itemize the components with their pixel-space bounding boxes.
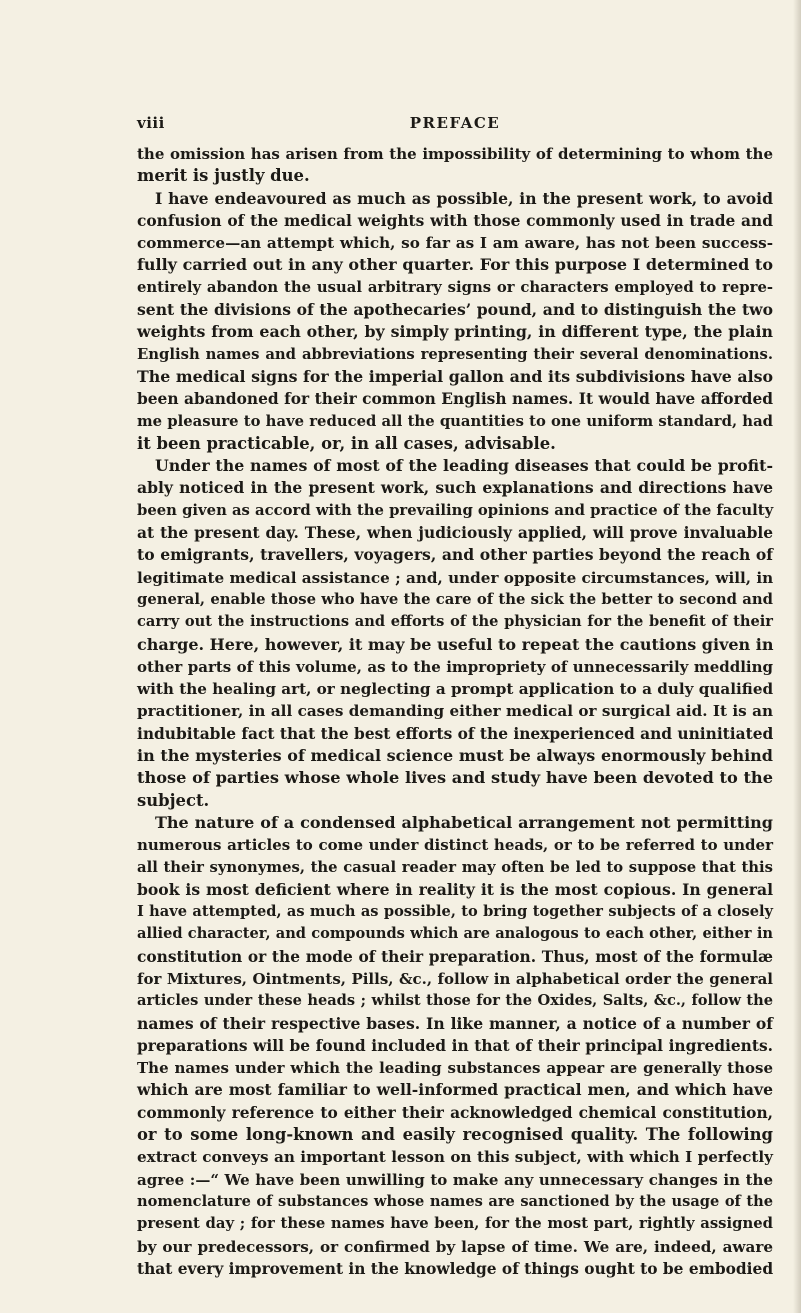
text-line: that every improvement in the knowledge of things ought to be embodied — [137, 1259, 774, 1278]
text-line: confusion of the medical weights with those commonly used in trade and — [137, 211, 773, 230]
text-line: merit is justly due. — [137, 166, 310, 186]
text-line: other parts of this volume, as to the impropriety of unnecessarily meddling — [137, 657, 773, 676]
text-line: to emigrants, travellers, voyagers, and other parties beyond the reach of — [137, 545, 773, 565]
text-line: fully carried out in any other quarter. For this purpose I determined to — [137, 255, 773, 275]
text-line: subject. — [137, 790, 210, 810]
text-line: I have attempted, as much as possible, to bring together subjects of a closely — [137, 903, 773, 921]
text-line: or to some long-known and easily recognised quality. The following — [137, 1125, 773, 1145]
text-line: The names under which the leading substances appear are generally those — [137, 1059, 773, 1078]
text-line: The medical signs for the imperial gallon and its subdivisions have also — [137, 366, 773, 386]
text-line: present day ; for these names have been, for the most part, rightly assigned — [137, 1215, 773, 1233]
text-line: book is most deficient where in reality it is the most copious. In general — [137, 879, 773, 899]
text-line: commerce—an attempt which, so far as I am aware, has not been success- — [137, 234, 773, 253]
text-line: been abandoned for their common English names. It would have afforded — [137, 390, 773, 409]
text-line: by our predecessors, or confirmed by lapse of time. We are, indeed, aware — [137, 1237, 773, 1256]
text-line: I have endeavoured as much as possible, in the present work, to avoid — [155, 188, 773, 208]
text-line: English names and abbreviations representing their several denominations. — [137, 345, 773, 363]
text-line: been given as accord with the prevailing opinions and practice of the faculty — [137, 501, 774, 519]
text-line: allied character, and compounds which are analogous to each other, either in — [137, 925, 773, 943]
text-line: constitution or the mode of their preparation. Thus, most of the formulæ — [137, 947, 773, 966]
text-line: me pleasure to have reduced all the quantities to one uniform standard, had — [137, 412, 773, 430]
text-line: weights from each other, by simply printing, in different type, the plain — [137, 322, 773, 342]
text-line: nomenclature of substances whose names are sanctioned by the usage of the — [137, 1192, 773, 1210]
text-line: numerous articles to come under distinct heads, or to be referred to under — [137, 836, 773, 855]
text-line: with the healing art, or neglecting a prompt application to a duly qualified — [137, 680, 774, 699]
text-line: general, enable those who have the care of the sick the better to second and — [137, 590, 773, 608]
text-line: which are most familiar to well-informed practical men, and which have — [137, 1080, 773, 1100]
text-line: commonly reference to either their acknowledged chemical constitution, — [137, 1103, 773, 1122]
text-line: extract conveys an important lesson on this subject, with which I perfectly — [137, 1148, 773, 1167]
page-number: viii — [137, 114, 165, 132]
text-line: indubitable fact that the best efforts of the inexperienced and uninitiated — [137, 724, 774, 743]
text-line: carry out the instructions and efforts of the physician for the benefit of their — [137, 613, 773, 631]
page-title: PREFACE — [409, 114, 501, 132]
text-line: The nature of a condensed alphabetical arrangement not permitting — [155, 812, 773, 832]
running-head — [137, 114, 773, 136]
body-text — [137, 143, 773, 1280]
text-line: in the mysteries of medical science must be always enormously behind — [137, 746, 773, 766]
text-line: it been practicable, or, in all cases, advisable. — [137, 433, 556, 453]
text-line: Under the names of most of the leading diseases that could be profit- — [155, 456, 773, 476]
text-line: practitioner, in all cases demanding either medical or surgical aid. It is an — [137, 702, 773, 721]
text-line: sent the divisions of the apothecaries’ pound, and to distinguish the two — [137, 300, 773, 320]
text-line: articles under these heads ; whilst those for the Oxides, Salts, &c., follow the — [137, 992, 773, 1010]
text-line: at the present day. These, when judiciously applied, will prove invaluable — [137, 524, 773, 543]
text-line: entirely abandon the usual arbitrary signs or characters employed to repre- — [137, 278, 773, 296]
page-edge-shadow — [793, 0, 801, 1313]
text-line: ably noticed in the present work, such explanations and directions have — [137, 478, 773, 498]
text-line: legitimate medical assistance ; and, under opposite circumstances, will, in — [137, 568, 774, 587]
text-line: preparations will be found included in that of their principal ingredients. — [137, 1036, 773, 1055]
text-line: names of their respective bases. In like manner, a notice of a number of — [137, 1013, 773, 1033]
text-line: for Mixtures, Ointments, Pills, &c., follow in alphabetical order the general — [137, 969, 773, 988]
text-line: agree :—“ We have been unwilling to make any unnecessary changes in the — [137, 1170, 773, 1189]
text-line: charge. Here, however, it may be useful to repeat the cautions given in — [137, 634, 774, 654]
text-line: all their synonymes, the casual reader may often be led to suppose that this — [137, 858, 773, 876]
text-line: those of parties whose whole lives and study have been devoted to the — [137, 768, 773, 788]
text-line: the omission has arisen from the impossibility of determining to whom the — [137, 145, 773, 163]
